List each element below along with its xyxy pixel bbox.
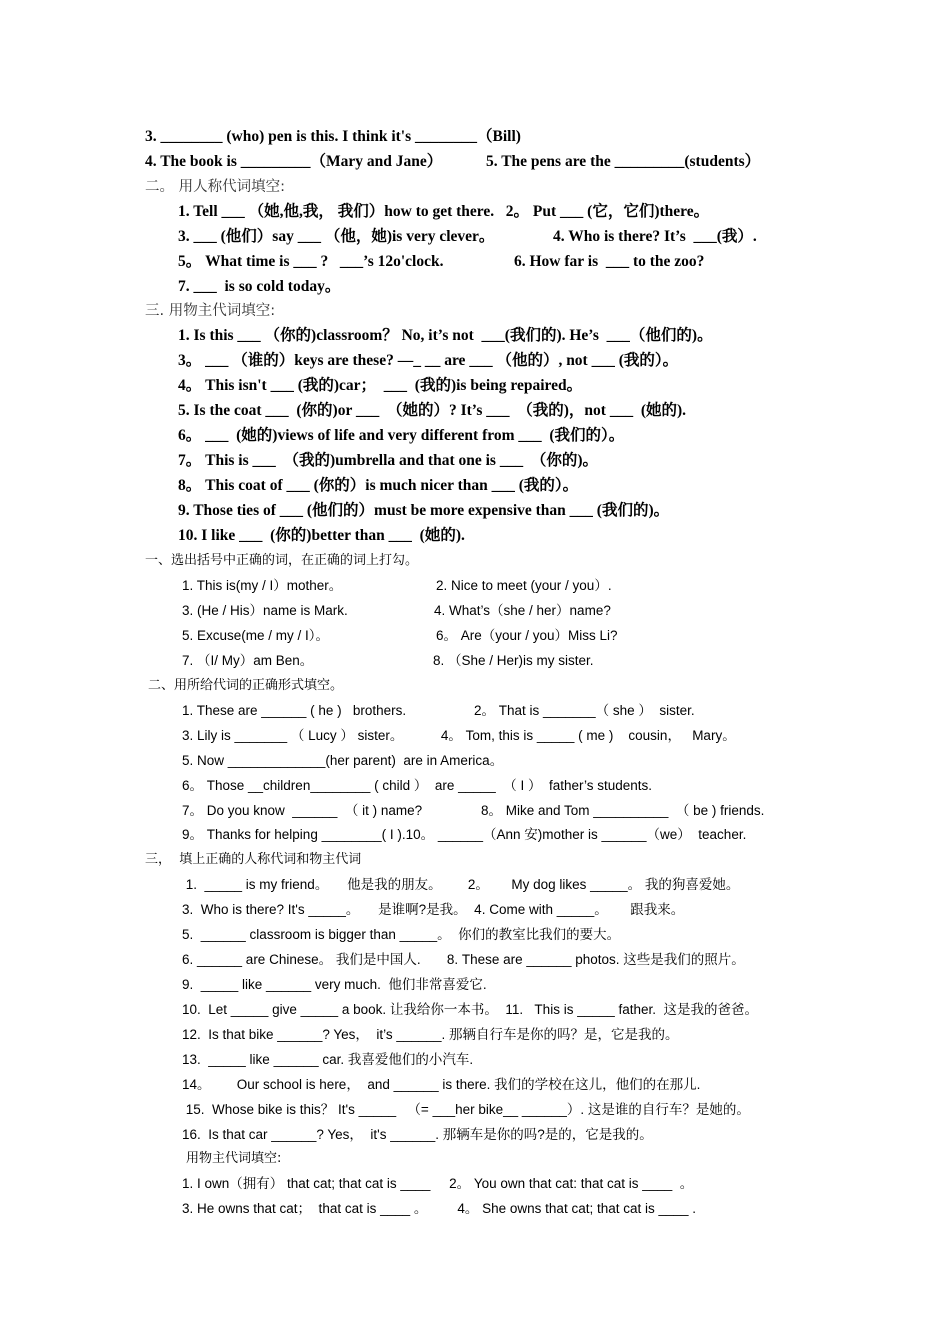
exercise-line: 9。 Thanks for helping ________( I ).10。 ______（Ann 安)mother is ______（we） teacher. — [182, 827, 747, 842]
exercise-line: 4. What’s（she / her）name? — [434, 603, 611, 618]
exercise-line: 3. He owns that cat； that cat is ____ 。 4。 She owns that cat; that cat is ____ . — [182, 1201, 697, 1216]
exercise-line: 8。 Mike and Tom __________ （ be ) friends. — [481, 803, 765, 818]
exercise-line: 1. _____ is my friend。 他是我的朋友。 2。 My dog likes _____。 我的狗喜爱她。 — [182, 877, 740, 892]
exercise-line: 1. Tell ___ （她,他,我， 我们）how to get there. 2。 Put ___ (它，它们)there。 — [178, 203, 710, 220]
exercise-line: 7. ___ is so cold today。 — [178, 278, 341, 295]
exercise-line: 10. Let _____ give _____ a book. 让我给你一本书。 11. This is _____ father. 这是我的爸爸。 — [182, 1002, 759, 1017]
exercise-line: 5. ______ classroom is bigger than _____。 你们的教室比我们的要大。 — [182, 927, 621, 942]
exercise-line: 7。 Do you know ______ （ it ) name? — [182, 803, 423, 818]
exercise-line: 8. （She / Her)is my sister. — [433, 653, 594, 668]
exercise-line: 10. I like ___ (你的)better than ___ (她的). — [178, 527, 465, 544]
exercise-line: 9. _____ like ______ very much. 他们非常喜爱它. — [182, 977, 487, 992]
exercise-line: 3。 ___ （谁的）keys are these? —_ __ are ___ （他的）, not ___ (我的）。 — [178, 352, 679, 369]
exercise-line: 6. How far is ___ to the zoo? — [514, 253, 705, 270]
exercise-line: 4。 This isn't ___ (我的)car； ___ (我的)is being repaired。 — [178, 377, 583, 394]
exercise-line: 6. ______ are Chinese。 我们是中国人. 8. These are ______ photos. 这些是我们的照片。 — [182, 952, 745, 967]
section-heading: 二。 用人称代词填空: — [145, 179, 285, 195]
exercise-line: 6。 ___ (她的)views of life and very different from ___ (我们的）。 — [178, 427, 625, 444]
exercise-line: 1. These are ______ ( he ) brothers. — [182, 703, 407, 718]
exercise-line: 7. （I/ My）am Ben。 — [182, 653, 314, 668]
exercise-line: 7。 This is ___ （我的)umbrella and that one is ___ （你的)。 — [178, 452, 598, 469]
exercise-line: 5。 What time is ___ ? ___’s 12o'clock. — [178, 253, 444, 270]
exercise-line: 2。 That is _______（ she ） sister. — [474, 703, 695, 718]
section-heading: 一、选出括号中正确的词，在正确的词上打勾。 — [145, 553, 419, 568]
exercise-line: 1. This is(my / I）mother。 — [182, 578, 343, 593]
exercise-line: 5. Excuse(me / my / I）。 — [182, 628, 330, 643]
exercise-line: 3. Lily is _______ （ Lucy ） sister。 4。 Tom, this is _____ ( me ) cousin， Mary。 — [182, 728, 736, 743]
exercise-line: 6。 Are（your / you）Miss Li? — [436, 628, 618, 643]
section-heading: 用物主代词填空: — [186, 1151, 282, 1166]
exercise-line: 12. Is that bike ______? Yes， it’s ______. 那辆自行车是你的吗？是，它是我的。 — [182, 1027, 679, 1042]
exercise-line: 3. ________ (who) pen is this. I think it's ________（Bill) — [145, 128, 521, 145]
section-heading: 三. 用物主代词填空: — [145, 303, 276, 319]
exercise-line: 5. Is the coat ___ (你的)or ___ （她的）? It’s ___ （我的)，not ___ (她的). — [178, 402, 687, 419]
exercise-line: 1. Is this ___ （你的)classroom？ No, it’s not ___(我们的). He’s ___（他们的)。 — [178, 327, 713, 344]
exercise-line: 6。 Those __children________ ( child ） are _____ （ I ） father’s students. — [182, 778, 653, 793]
exercise-line: 14。 Our school is here， and ______ is there. 我们的学校在这儿，他们的在那儿. — [182, 1077, 701, 1092]
exercise-line: 8。 This coat of ___ (你的）is much nicer than ___ (我的）。 — [178, 477, 579, 494]
exercise-line: 4. The book is _________（Mary and Jane） — [145, 153, 443, 170]
exercise-line: 4. Who is there? It’s ___(我）. — [553, 228, 757, 245]
section-heading: 三， 填上正确的人称代词和物主代词 — [145, 852, 362, 867]
exercise-line: 2. Nice to meet (your / you）. — [436, 578, 612, 593]
exercise-line: 5. Now _____________(her parent) are in America。 — [182, 753, 504, 768]
exercise-line: 3. Who is there? It's _____。 是谁啊?是我。 4. Come with _____。 跟我来。 — [182, 902, 685, 917]
exercise-line: 13. _____ like ______ car. 我喜爱他们的小汽车. — [182, 1052, 474, 1067]
exercise-line: 9. Those ties of ___ (他们的）must be more expensive than ___ (我们的)。 — [178, 502, 670, 519]
exercise-line: 5. The pens are the _________(students） — [486, 153, 761, 170]
exercise-line: 16. Is that car ______? Yes， it's ______. 那辆车是你的吗?是的，它是我的。 — [182, 1127, 653, 1142]
exercise-line: 3. ___ (他们）say ___ （他，她)is very clever。 — [178, 228, 495, 245]
exercise-line: 3. (He / His）name is Mark. — [182, 603, 348, 618]
exercise-line: 15. Whose bike is this？ It's _____ （= ___her bike__ ______）. 这是谁的自行车？是她的。 — [182, 1102, 750, 1117]
section-heading: 二、用所给代词的正确形式填空。 — [148, 678, 344, 693]
exercise-line: 1. I own（拥有） that cat; that cat is ____ 2。 You own that cat: that cat is ____ 。 — [182, 1176, 694, 1191]
